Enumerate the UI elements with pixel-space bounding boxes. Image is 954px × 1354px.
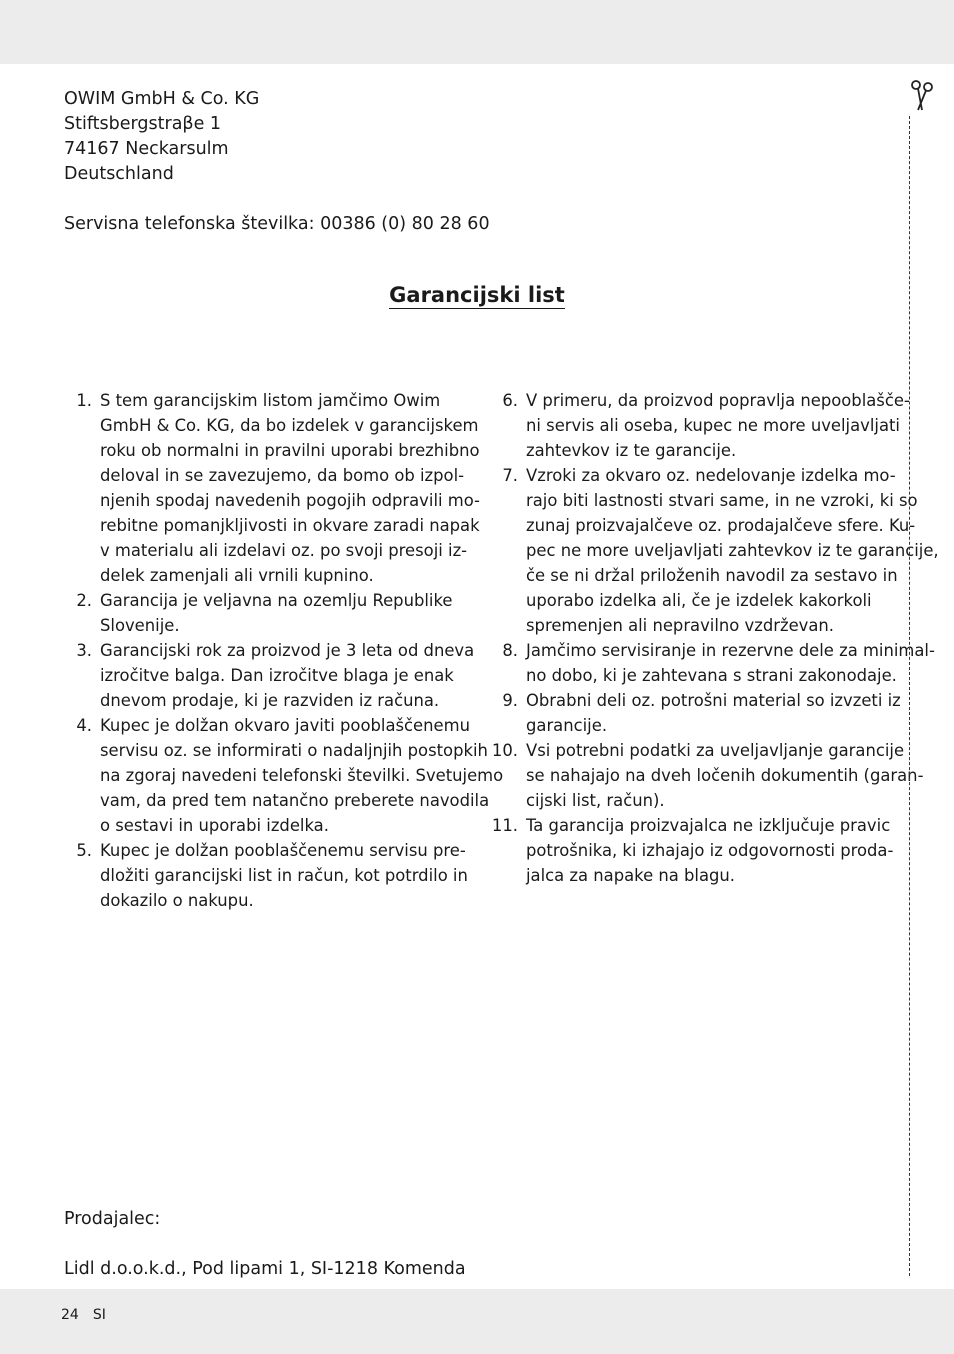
terms-list-item — [490, 638, 935, 688]
list-item-line: Garancija je veljavna na ozemlju Republike — [100, 591, 453, 610]
terms-list-item — [64, 588, 466, 638]
list-item-line: Kupec je dolžan okvaro javiti pooblaščenemu — [100, 716, 470, 735]
address-street: Stiftsbergstraβe 1 — [64, 114, 222, 134]
list-item-line: dnevom prodaje, ki je razviden iz računa. — [100, 691, 440, 710]
seller-label: Prodajalec: — [64, 1209, 161, 1229]
list-item-text — [526, 813, 893, 888]
list-item-text — [100, 588, 466, 638]
page-number: 24 — [61, 1307, 79, 1323]
list-item-line: pec ne more uveljavljati zahtevkov iz te garancije, — [526, 541, 939, 560]
list-item-line: uporabo izdelka ali, če je izdelek kakorkoli — [526, 591, 872, 610]
list-item-line: Slovenije. — [100, 616, 180, 635]
footer-band — [0, 1289, 954, 1354]
list-item-line: potrošnika, ki izhajajo iz odgovornosti proda- — [526, 841, 894, 860]
list-item-line: no dobo, ki je zahtevana s strani zakonodaje. — [526, 666, 897, 685]
list-item-line: vam, da pred tem natančno preberete navodila — [100, 791, 490, 810]
list-item-line: Kupec je dolžan pooblaščenemu servisu pre- — [100, 841, 466, 860]
terms-list-item — [490, 388, 910, 463]
list-item-line: rajo biti lastnosti stvari same, in ne vzroki, ki so — [526, 491, 918, 510]
seller-value: Lidl d.o.o.k.d., Pod lipami 1, SI-1218 Komenda — [64, 1259, 466, 1279]
list-item-line: o sestavi in uporabi izdelka. — [100, 816, 329, 835]
list-item-number: 7. — [502, 466, 518, 485]
list-item-number: 6. — [502, 391, 518, 410]
cut-line — [909, 116, 910, 1276]
list-item-line: Obrabni deli oz. potrošni material so izvzeti iz — [526, 691, 901, 710]
list-item-line: cijski list, račun). — [526, 791, 665, 810]
terms-list-item — [490, 813, 892, 888]
list-item-line: njenih spodaj navedenih pogojih odpravili mo- — [100, 491, 480, 510]
list-item-text — [100, 713, 503, 838]
list-item-line: če se ni držal priloženih navodil za sestavo in — [526, 566, 898, 585]
list-item-text — [526, 463, 939, 638]
list-item-line: Jamčimo servisiranje in rezervne dele za minimal- — [526, 641, 935, 660]
list-item-number: 9. — [502, 691, 518, 710]
list-item-number: 1. — [76, 391, 92, 410]
service-phone: Servisna telefonska številka: 00386 (0) 80 28 60 — [64, 214, 490, 234]
list-item-line: Ta garancija proizvajalca ne izključuje pravic — [526, 816, 891, 835]
list-item-text — [100, 388, 480, 588]
list-item-text — [526, 388, 910, 463]
list-item-line: ni servis ali oseba, kupec ne more uveljavljati — [526, 416, 900, 435]
list-item-line: izročitve balga. Dan izročitve blaga je enak — [100, 666, 454, 685]
list-item-line: zahtevkov iz te garancije. — [526, 441, 737, 460]
terms-list-item — [64, 838, 466, 913]
address-company: OWIM GmbH & Co. KG — [64, 89, 260, 109]
header-band — [0, 0, 954, 64]
terms-list-item — [64, 713, 504, 838]
manufacturer-address — [64, 87, 259, 187]
list-item-line: deloval in se zavezujemo, da bomo ob izpol- — [100, 466, 465, 485]
list-item-text — [100, 638, 474, 713]
list-item-text — [100, 838, 468, 913]
page-title-text: Garancijski list — [389, 283, 565, 307]
terms-list-item — [490, 688, 901, 738]
list-item-number: 8. — [502, 641, 518, 660]
terms-left-column — [64, 388, 504, 913]
list-item-number: 5. — [76, 841, 92, 860]
list-item-line: jalca za napake na blagu. — [526, 866, 736, 885]
list-item-line: zunaj proizvajalčeve oz. prodajalčeve sfere. Ku- — [526, 516, 916, 535]
page-title — [0, 283, 954, 307]
list-item-line: Vzroki za okvaro oz. nedelovanje izdelka mo- — [526, 466, 896, 485]
list-item-line: se nahajajo na dveh ločenih dokumentih (garan- — [526, 766, 924, 785]
list-item-line: spremenjen ali nepravilno vzdrževan. — [526, 616, 835, 635]
language-code: SI — [92, 1307, 106, 1323]
list-item-number: 10. — [491, 741, 518, 760]
list-item-line: Vsi potrebni podatki za uveljavljanje garancije — [526, 741, 905, 760]
address-country: Deutschland — [64, 164, 174, 184]
list-item-text — [526, 688, 901, 738]
page-footer — [61, 1305, 120, 1325]
list-item-number: 11. — [491, 816, 518, 835]
list-item-text — [526, 738, 924, 813]
list-item-number: 2. — [76, 591, 92, 610]
list-item-line: garancije. — [526, 716, 608, 735]
list-item-line: V primeru, da proizvod popravlja nepooblašče- — [526, 391, 910, 410]
terms-list-item — [64, 638, 475, 713]
list-item-text — [526, 638, 935, 688]
list-item-line: v materialu ali izdelavi oz. po svoji presoji iz- — [100, 541, 468, 560]
terms-list-item — [490, 463, 939, 638]
list-item-line: delek zamenjali ali vrnili kupnino. — [100, 566, 374, 585]
list-item-line: na zgoraj navedeni telefonski številki. Svetujemo — [100, 766, 504, 785]
scissors-icon — [906, 76, 936, 116]
list-item-line: roku ob normalni in pravilni uporabi brezhibno — [100, 441, 480, 460]
list-item-line: dložiti garancijski list in račun, kot potrdilo in — [100, 866, 468, 885]
terms-list-item — [490, 738, 924, 813]
terms-right-column — [490, 388, 939, 888]
list-item-line: servisu oz. se informirati o nadaljnjih postopkih — [100, 741, 488, 760]
list-item-line: S tem garancijskim listom jamčimo Owim — [100, 391, 441, 410]
list-item-number: 3. — [76, 641, 92, 660]
terms-list-item — [64, 388, 480, 588]
list-item-line: rebitne pomanjkljivosti in okvare zaradi napak — [100, 516, 480, 535]
list-item-line: Garancijski rok za proizvod je 3 leta od dneva — [100, 641, 475, 660]
list-item-number: 4. — [76, 716, 92, 735]
address-city: 74167 Neckarsulm — [64, 139, 229, 159]
list-item-line: GmbH & Co. KG, da bo izdelek v garancijskem — [100, 416, 479, 435]
list-item-line: dokazilo o nakupu. — [100, 891, 254, 910]
